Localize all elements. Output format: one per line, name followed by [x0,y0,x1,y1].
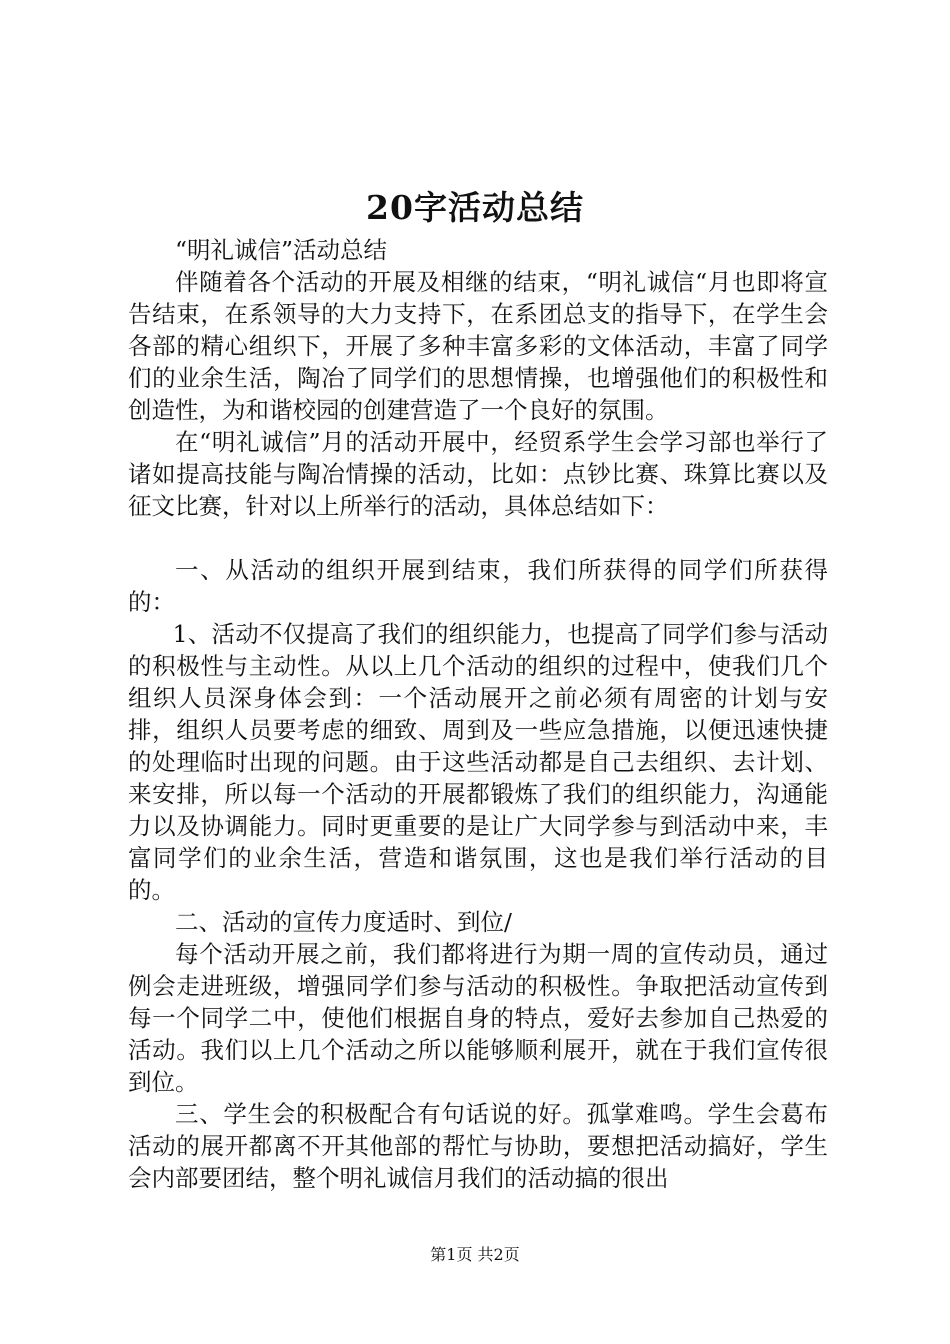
section-two-heading: 二、活动的宣传力度适时、到位/ [175,908,512,936]
section-one-heading: 一、从活动的组织开展到结束，我们所获得的同学们所获得的： [128,556,828,616]
subtitle-paragraph: “明礼诚信”活动总结 [175,236,388,264]
section-two-body: 每个活动开展之前，我们都将进行为期一周的宣传动员，通过例会走进班级，增强同学们参与活动的积极性。争取把活动宣传到每一个同学二中，使他们根据自身的特点，爱好去参加自己热爱的活动。我们以上几个活动之所以能够顺利展开，就在于我们宣传很到位。 [128,940,828,1096]
document-title: 20字活动总结 [366,188,584,227]
page-footer: 第1页 共2页 [430,1245,520,1264]
overview-paragraph: 在“明礼诚信”月的活动开展中，经贸系学生会学习部也举行了诸如提高技能与陶冶情操的活动，比如：点钞比赛、珠算比赛以及征文比赛，针对以上所举行的活动，具体总结如下： [128,428,828,520]
document-body [128,234,828,1194]
intro-paragraph: 伴随着各个活动的开展及相继的结束，“明礼诚信“月也即将宣告结束，在系领导的大力支持下，在系团总支的指导下，在学生会各部的精心组织下，开展了多种丰富多彩的文体活动，丰富了同学们的业余生活，陶冶了同学们的思想情操，也增强他们的积极性和创造性，为和谐校园的创建营造了一个良好的氛围。 [128,268,828,424]
section-one-point-one: 1、活动不仅提高了我们的组织能力，也提高了同学们参与活动的积极性与主动性。从以上几个活动的组织的过程中，使我们几个组织人员深身体会到：一个活动展开之前必须有周密的计划与安排，组织人员要考虑的细致、周到及一些应急措施，以便迅速快捷的处理临时出现的问题。由于这些活动都是自己去组织、去计划、来安排，所以每一个活动的开展都锻炼了我们的组织能力，沟通能力以及协调能力。同时更重要的是让广大同学参与到活动中来，丰富同学们的业余生活，营造和谐氛围，这也是我们举行活动的目的。 [128,620,828,904]
blank-line [128,522,828,554]
section-three-paragraph: 三、学生会的积极配合有句话说的好。孤掌难鸣。学生会葛布活动的展开都离不开其他部的帮忙与协助，要想把活动搞好，学生会内部要团结，整个明礼诚信月我们的活动搞的很出 [128,1100,828,1192]
